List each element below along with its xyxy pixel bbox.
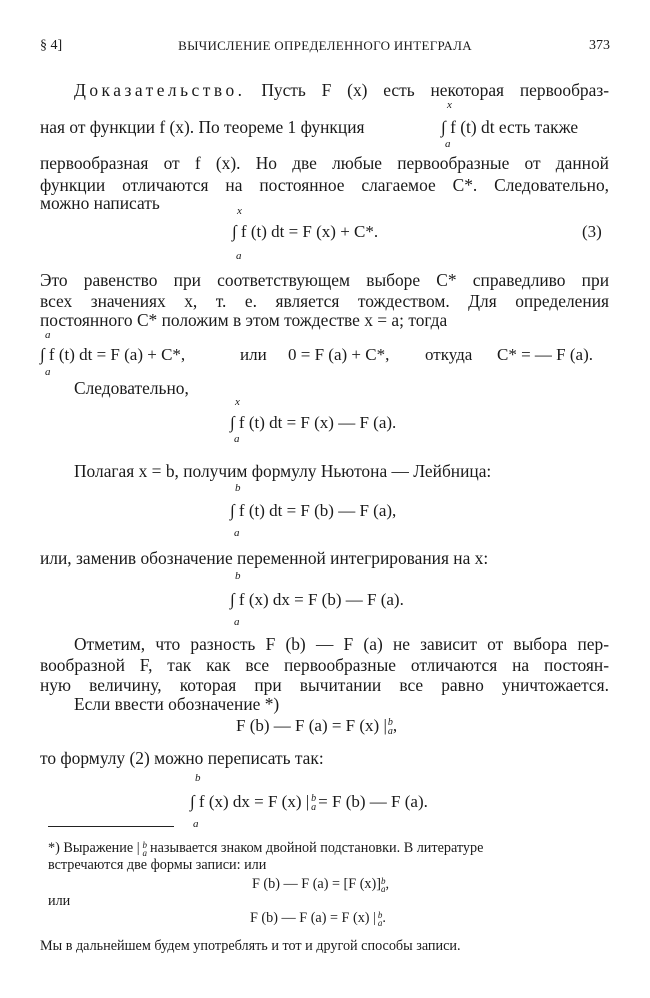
inline-integral: ∫ f (t) dt есть также bbox=[441, 117, 579, 137]
equation-6: ∫ f (x) dx = F (b) — F (a). bbox=[230, 590, 404, 609]
paragraph-line: постоянного C* положим в этом тождестве x = a; тогда bbox=[40, 310, 448, 330]
text-span: F (b) — F (a) = [F (x)] bbox=[252, 876, 381, 892]
equation-inline-b: 0 = F (a) + C*, bbox=[288, 345, 390, 364]
limits-stack bbox=[143, 841, 148, 857]
header-title: ВЫЧИСЛЕНИЕ ОПРЕДЕЛЕННОГО ИНТЕГРАЛА bbox=[178, 38, 472, 53]
word-or: или bbox=[240, 345, 267, 364]
footnote-line: Мы в дальнейшем будем употреблять и тот и другой способы записи. bbox=[40, 938, 461, 954]
equation-8-left: ∫ f (x) dx = F (x) | bbox=[190, 792, 310, 811]
paragraph-line bbox=[74, 80, 609, 101]
equation-3: ∫ f (t) dt = F (x) + C*. bbox=[232, 222, 379, 241]
footnote-line bbox=[48, 840, 609, 857]
header-section: § 4] bbox=[40, 38, 63, 53]
footnote-rule bbox=[48, 826, 174, 827]
paragraph-line: Следовательно, bbox=[74, 378, 189, 398]
limit-lower: a bbox=[142, 847, 148, 858]
limit-upper: b bbox=[387, 717, 393, 729]
limit-upper: b bbox=[235, 482, 241, 494]
limit-upper: b bbox=[195, 772, 201, 784]
limit-upper: b bbox=[377, 909, 383, 920]
equation-inline-c: C* = — F (a). bbox=[497, 345, 593, 364]
limit-lower: a bbox=[387, 726, 393, 738]
header-page-number: 373 bbox=[589, 38, 610, 53]
limit-lower: a bbox=[311, 802, 317, 814]
paragraph-line: Если ввести обозначение *) bbox=[74, 694, 280, 714]
limit-upper: b bbox=[311, 793, 317, 805]
text-span: *) Выражение | bbox=[48, 840, 140, 856]
equation-4: ∫ f (t) dt = F (x) — F (a). bbox=[230, 413, 397, 432]
limit-upper: a bbox=[45, 329, 51, 341]
limit-lower: a bbox=[377, 917, 383, 928]
punctuation: . bbox=[382, 910, 386, 926]
equation-inline-a: ∫ f (t) dt = F (a) + C*, bbox=[40, 345, 186, 364]
punctuation: , bbox=[385, 876, 390, 892]
limit-lower: a bbox=[445, 138, 451, 150]
limit-lower: a bbox=[236, 250, 242, 262]
limit-upper: x bbox=[235, 396, 240, 408]
paragraph-line: всех значениях x, т. е. является тождеством. Для определения bbox=[40, 291, 609, 311]
limit-lower: a bbox=[234, 433, 240, 445]
limit-lower: a bbox=[45, 366, 51, 378]
text-span: Пусть F (x) есть некоторая первообраз- bbox=[261, 80, 609, 100]
text-span: называется знаком двойной подстановки. В литературе bbox=[150, 840, 484, 856]
footnote-equation-1 bbox=[252, 876, 512, 893]
limit-upper: x bbox=[447, 99, 452, 111]
limit-upper: x bbox=[237, 205, 242, 217]
paragraph-line: можно написать bbox=[40, 193, 160, 213]
equation-7 bbox=[236, 716, 397, 736]
limit-lower: a bbox=[234, 616, 240, 628]
limit-lower: a bbox=[234, 527, 240, 539]
footnote-line: или bbox=[48, 893, 71, 909]
limit-lower: a bbox=[193, 818, 199, 830]
paragraph-line: ную величину, которая при вычитании все равно уничтожается. bbox=[40, 675, 609, 695]
paragraph-line: Это равенство при соответствующем выборе C* справедливо при bbox=[40, 270, 609, 290]
equation-8-right: = F (b) — F (a). bbox=[318, 792, 428, 811]
limit-upper: b bbox=[235, 570, 241, 582]
text-span: ная от функции f (x). По теореме 1 функция bbox=[40, 117, 365, 137]
equation-8 bbox=[190, 792, 428, 812]
equation-7-main: F (b) — F (a) = F (x) | bbox=[236, 716, 387, 735]
footnote-line: встречаются две формы записи: или bbox=[48, 857, 267, 873]
paragraph-line: вообразной F, так как все первообразные отличаются на постоян- bbox=[40, 655, 609, 675]
limit-upper: b bbox=[142, 839, 148, 850]
equation-label: (3) bbox=[582, 222, 602, 241]
paragraph-line: первообразная от f (x). Но две любые первообразные от данной bbox=[40, 153, 609, 173]
paragraph-line: то формулу (2) можно переписать так: bbox=[40, 748, 324, 768]
limit-lower: a bbox=[380, 883, 386, 894]
limit-upper: b bbox=[380, 875, 386, 886]
proof-heading: Доказательство. bbox=[74, 80, 246, 100]
text-span: F (b) — F (a) = F (x) | bbox=[250, 910, 376, 926]
footnote-equation-2 bbox=[250, 910, 510, 927]
limits-stack bbox=[311, 794, 316, 812]
equation-5: ∫ f (t) dt = F (b) — F (a), bbox=[230, 501, 397, 520]
punctuation: , bbox=[392, 716, 398, 735]
paragraph-line: Отметим, что разность F (b) — F (a) не зависит от выбора пер- bbox=[74, 634, 609, 654]
paragraph-line: или, заменив обозначение переменной интегрирования на x: bbox=[40, 548, 489, 568]
paragraph-line: Полагая x = b, получим формулу Ньютона — Лейбница: bbox=[74, 461, 492, 481]
paragraph-line: функции отличаются на постоянное слагаемое C*. Следовательно, bbox=[40, 175, 609, 195]
word-whence: откуда bbox=[425, 345, 473, 364]
